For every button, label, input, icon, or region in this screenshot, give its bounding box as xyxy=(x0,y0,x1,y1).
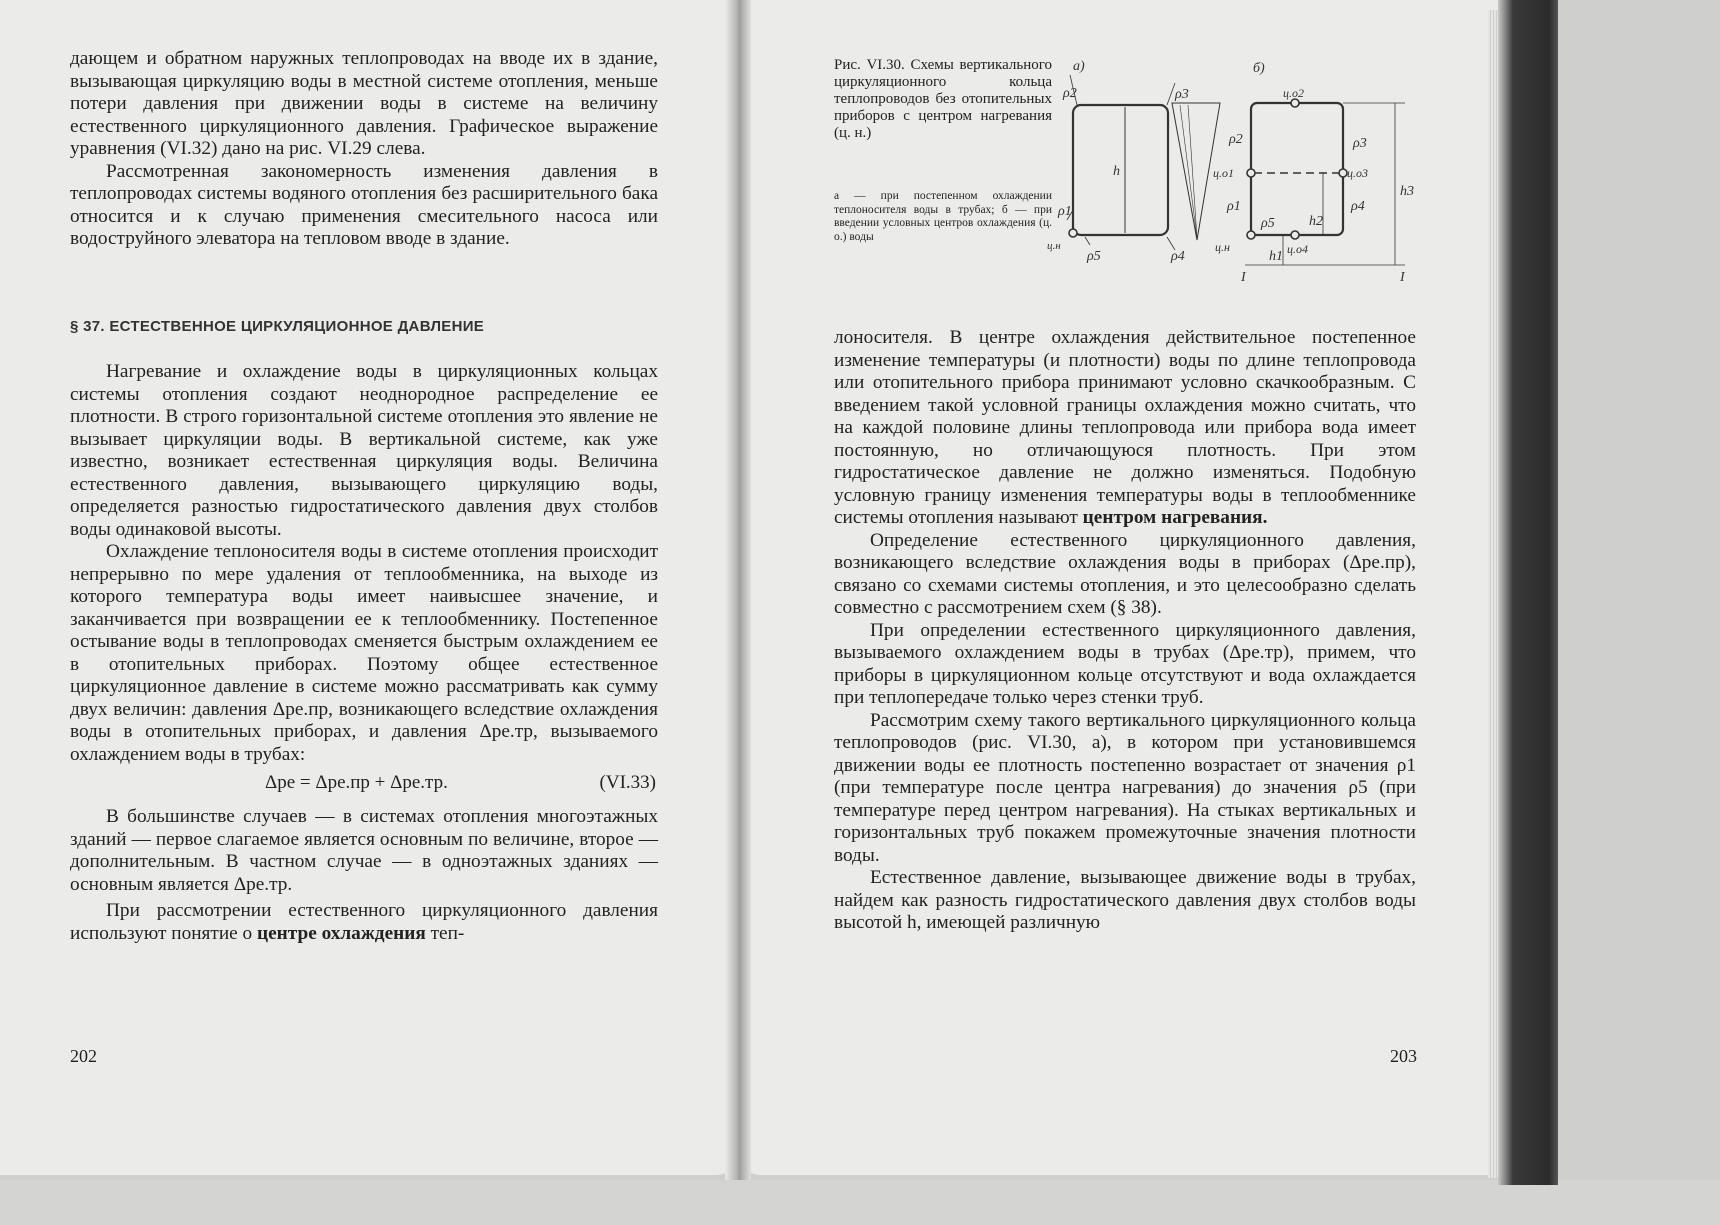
label-co4: ц.о4 xyxy=(1287,242,1308,256)
label-h2: h2 xyxy=(1309,214,1323,229)
book-cover-edge xyxy=(1498,0,1558,1185)
equation-row xyxy=(70,766,658,800)
left-top-text xyxy=(70,48,658,251)
right-main-text xyxy=(834,327,1416,935)
paragraph: лоносителя. В центре охлаждения действительное постепенное изменение температуры (и плотности) воды по длине теплопровода или отопительного прибора принимают условно скачкообразным. С введением такой условной границы охлаждения можно считать, что на каждой половине длины теплопровода или прибора вода имеет постоянную, но отличающуюся плотность. При этом гидростатическое давление не должно изменяться. Подобную условную границу изменения температуры воды в теплообменнике системы отопления называют центром нагревания. xyxy=(834,327,1416,528)
figure-caption: Рис. VI.30. Схемы вертикального циркуляционного кольца теплопроводов без отопительных приборов с центром нагревания (ц. н.) xyxy=(834,57,1052,141)
label-co3: ц.о3 xyxy=(1347,166,1368,180)
paragraph: При рассмотрении естественного циркуляционного давления используют понятие о центре охлаждения теп- xyxy=(70,900,658,944)
paragraph: Нагревание и охлаждение воды в циркуляционных кольцах системы отопления создают неоднородное распределение ее плотности. В строго горизонтальной системе отопления это явление не вызывает циркуляции воды. В вертикальной системе, как уже известно, возникает естественная циркуляция воды. Величина естественного давления, вызывающего циркуляцию воды, определяется разностью гидростатического давления двух столбов воды одинаковой высоты. xyxy=(70,361,658,540)
label-i-left: I xyxy=(1241,270,1246,285)
left-main-text xyxy=(70,361,658,945)
paragraph: Охлаждение теплоносителя воды в системе отопления происходит непрерывно по мере удаления от теплообменника, на выходе из которого температура воды имеет наивысшее значение, и заканчивается при возвращении ее к теплообменнику. Постепенное остывание воды в теплопроводах сменяется быстрым охлаждением ее в отопительных приборах. Поэтому общее естественное циркуляционное давление в системе можно рассматривать как сумму двух величин: давления Δpе.пр, возникающего вследствие охлаждения воды в отопительных приборах, и давления Δpе.тр, вызываемого охлаждением воды в трубах: xyxy=(70,541,658,765)
label-h1: h1 xyxy=(1269,249,1283,264)
figure-legend: а — при постепенном охлаждении теплоносителя воды в трубах; б — при введении условных центров охлаждения (ц. о.) воды xyxy=(834,190,1052,243)
label-b: б) xyxy=(1253,61,1265,76)
label-rho2-b: ρ2 xyxy=(1229,132,1243,147)
cooling-center-marker xyxy=(1291,99,1299,107)
equation-number: (VI.33) xyxy=(599,772,656,793)
label-i-right: I xyxy=(1400,270,1405,285)
figure-vi-30-diagram xyxy=(1047,55,1425,290)
label-h: h xyxy=(1113,164,1120,179)
heating-center-marker xyxy=(1069,229,1077,237)
paragraph: При определении естественного циркуляционного давления, вызываемого охлаждением воды в трубах (Δpе.тр), примем, что приборы в циркуляционном кольце отсутствуют и вода охлаждается при теплопередаче только через стенки труб. xyxy=(834,619,1416,708)
page-number-right: 203 xyxy=(1390,1046,1417,1066)
section-heading: § 37. ЕСТЕСТВЕННОЕ ЦИРКУЛЯЦИОННОЕ ДАВЛЕНИЕ xyxy=(70,318,485,335)
page-number-left: 202 xyxy=(70,1046,97,1066)
label-rho4: ρ4 xyxy=(1171,249,1185,264)
label-rho1: ρ1 xyxy=(1058,204,1072,219)
heating-center-marker xyxy=(1247,231,1255,239)
book-spine-shadow xyxy=(725,0,751,1180)
scan-bottom-area xyxy=(0,1180,1720,1225)
paragraph: дающем и обратном наружных теплопроводах на вводе их в здание, вызывающая циркуляцию воды в местной системе отопления, меньше потери давления при движении воды в системе на величину естественного циркуляционного давления. Графическое выражение уравнения (VI.32) дано на рис. VI.29 слева. xyxy=(70,48,658,159)
label-rho3-b: ρ3 xyxy=(1353,136,1367,151)
label-rho1-b: ρ1 xyxy=(1227,199,1241,214)
paragraph: Рассмотрим схему такого вертикального циркуляционного кольца теплопроводов (рис. VI.30, а), в котором при установившемся движении воды ее плотность постепенно возрастает от значения ρ1 (при температуре после центра нагревания) до значения ρ5 (при температуре перед центром нагревания). На стыках вертикальных и горизонтальных труб покажем промежуточные значения плотности воды. xyxy=(834,709,1416,866)
label-rho3: ρ3 xyxy=(1175,87,1189,102)
paragraph: Рассмотренная закономерность изменения давления в теплопроводах системы водяного отопления без расширительного бака относится и к случаю применения смесительного насоса или водоструйного элеватора на тепловом вводе в здание. xyxy=(70,160,658,249)
paragraph: В большинстве случаев — в системах отопления многоэтажных зданий — первое слагаемое является основным по величине, второе — дополнительным. В частном случае — в одноэтажных зданиях — основным является Δpе.тр. xyxy=(70,806,658,895)
label-heating-center-a: ц.н xyxy=(1047,240,1061,252)
label-rho2: ρ2 xyxy=(1063,86,1077,101)
label-co1: ц.о1 xyxy=(1213,166,1234,180)
cooling-center-marker xyxy=(1291,231,1299,239)
ring-a-loop xyxy=(1073,105,1168,235)
paragraph: Определение естественного циркуляционного давления, возникающего вследствие охлаждения воды в приборах (Δpе.пр), связано со схемами системы отопления, и это целесообразно сделать совместно с рассмотрением схем (§ 38). xyxy=(834,529,1416,618)
label-a: а) xyxy=(1073,59,1085,74)
bold-term: центре охлаждения xyxy=(256,922,426,944)
cooling-center-marker xyxy=(1247,169,1255,177)
bold-term: центром нагревания. xyxy=(1082,507,1268,528)
label-heating-center-b: ц.н xyxy=(1215,240,1230,254)
label-h3: h3 xyxy=(1400,184,1414,199)
label-co2: ц.о2 xyxy=(1283,86,1304,100)
label-rho4-b: ρ4 xyxy=(1351,199,1365,214)
label-rho5: ρ5 xyxy=(1087,249,1101,264)
cooling-center-marker xyxy=(1339,169,1347,177)
equation: Δpе = Δpе.пр + Δpе.тр. xyxy=(265,772,448,793)
label-rho5-b: ρ5 xyxy=(1261,216,1275,231)
paragraph: Естественное давление, вызывающее движение воды в трубах, найдем как разность гидростатического давления двух столбов воды высотой h, имеющей различную xyxy=(834,867,1416,933)
